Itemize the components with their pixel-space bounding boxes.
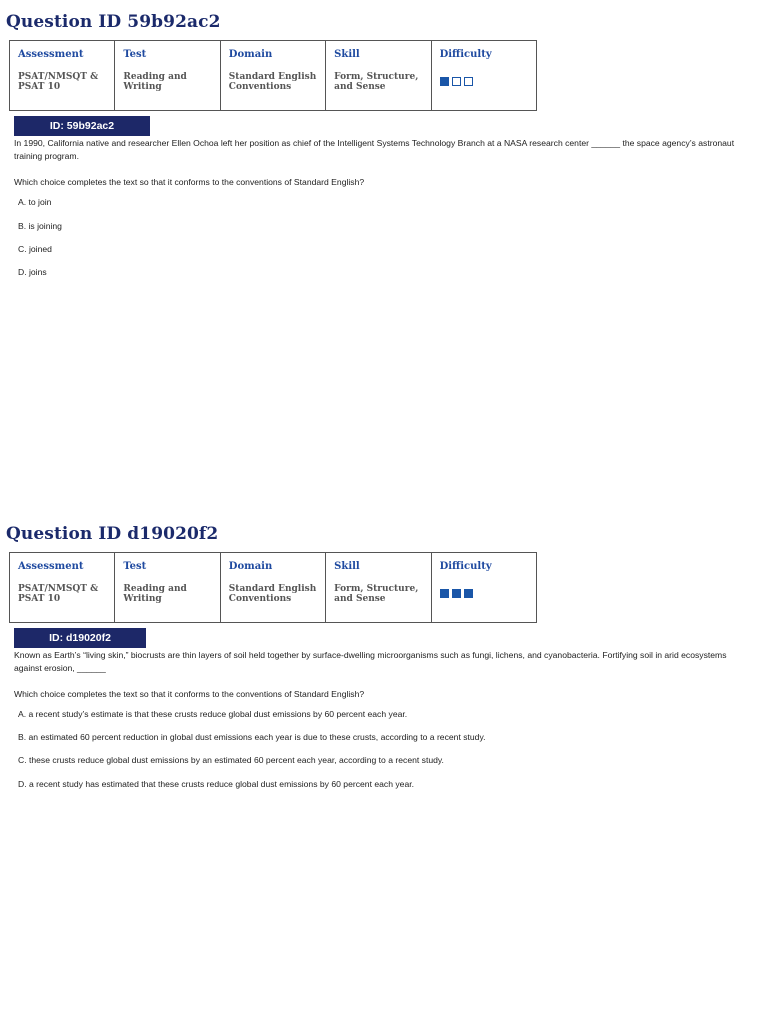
meta-value-skill: Form, Structure, and Sense	[334, 72, 419, 92]
meta-domain-cell	[220, 41, 325, 111]
question-id-badge: ID: d19020f2	[14, 628, 146, 648]
meta-header-difficulty: Difficulty	[439, 49, 492, 60]
difficulty-square-icon	[452, 77, 461, 86]
question-prompt: Which choice completes the text so that it conforms to the conventions of Standard English?	[14, 177, 365, 187]
answer-choice-c[interactable]: C. these crusts reduce global dust emissions by an estimated 60 percent each year, according to a recent study.	[18, 755, 444, 765]
meta-difficulty-cell	[431, 41, 536, 111]
answer-choice-c[interactable]: C. joined	[18, 244, 52, 254]
meta-header-skill: Skill	[334, 49, 360, 60]
meta-value-skill: Form, Structure, and Sense	[334, 584, 419, 604]
meta-skill-cell	[326, 553, 431, 623]
meta-domain-cell	[220, 553, 325, 623]
question-block-2	[0, 512, 768, 1024]
meta-value-assessment: PSAT/NMSQT & PSAT 10	[18, 72, 99, 92]
question-meta-table	[9, 40, 537, 111]
question-meta-table	[9, 552, 537, 623]
answer-choice-d[interactable]: D. a recent study has estimated that these crusts reduce global dust emissions by 60 percent each year.	[18, 779, 415, 789]
answer-choice-a[interactable]: A. a recent study’s estimate is that these crusts reduce global dust emissions by 60 percent each year.	[18, 709, 408, 719]
meta-header-difficulty: Difficulty	[439, 561, 492, 572]
meta-value-domain: Standard English Conventions	[228, 584, 317, 604]
difficulty-square-icon	[464, 589, 473, 598]
question-id-badge: ID: 59b92ac2	[14, 116, 150, 136]
meta-header-assessment: Assessment	[18, 561, 84, 572]
answer-choice-b[interactable]: B. an estimated 60 percent reduction in global dust emissions each year is due to these crusts, according to a recent study.	[18, 732, 486, 742]
meta-skill-cell	[326, 41, 431, 111]
difficulty-square-icon	[464, 77, 473, 86]
question-title: Question ID 59b92ac2	[6, 12, 221, 32]
meta-header-test: Test	[123, 561, 147, 572]
meta-test-cell	[115, 41, 220, 111]
meta-header-domain: Domain	[228, 49, 273, 60]
meta-value-test: Reading and Writing	[123, 72, 187, 92]
question-title: Question ID d19020f2	[6, 524, 219, 544]
meta-value-test: Reading and Writing	[123, 584, 187, 604]
meta-value-domain: Standard English Conventions	[228, 72, 317, 92]
difficulty-square-icon	[440, 77, 449, 86]
meta-difficulty-cell	[431, 553, 536, 623]
meta-header-assessment: Assessment	[18, 49, 84, 60]
answer-choice-d[interactable]: D. joins	[18, 267, 47, 277]
question-stem: Known as Earth’s “living skin,” biocrusts are thin layers of soil held together by surface-dwelling microorganisms such as fungi, lichens, and cyanobacteria. Fortifying soil in arid ecosystems against erosion, ______	[14, 650, 727, 673]
difficulty-indicator	[440, 77, 528, 86]
meta-value-assessment: PSAT/NMSQT & PSAT 10	[18, 584, 99, 604]
difficulty-square-icon	[440, 589, 449, 598]
meta-assessment-cell	[10, 41, 115, 111]
difficulty-indicator	[440, 589, 528, 598]
answer-choice-a[interactable]: A. to join	[18, 197, 52, 207]
answer-choice-b[interactable]: B. is joining	[18, 221, 62, 231]
difficulty-square-icon	[452, 589, 461, 598]
meta-header-skill: Skill	[334, 561, 360, 572]
meta-header-test: Test	[123, 49, 147, 60]
meta-header-domain: Domain	[228, 561, 273, 572]
question-prompt: Which choice completes the text so that it conforms to the conventions of Standard English?	[14, 689, 365, 699]
question-stem: In 1990, California native and researcher Ellen Ochoa left her position as chief of the Intelligent Systems Technology Branch at a NASA research center ______ the space agency’s astronaut training program.	[14, 138, 735, 161]
meta-assessment-cell	[10, 553, 115, 623]
meta-test-cell	[115, 553, 220, 623]
